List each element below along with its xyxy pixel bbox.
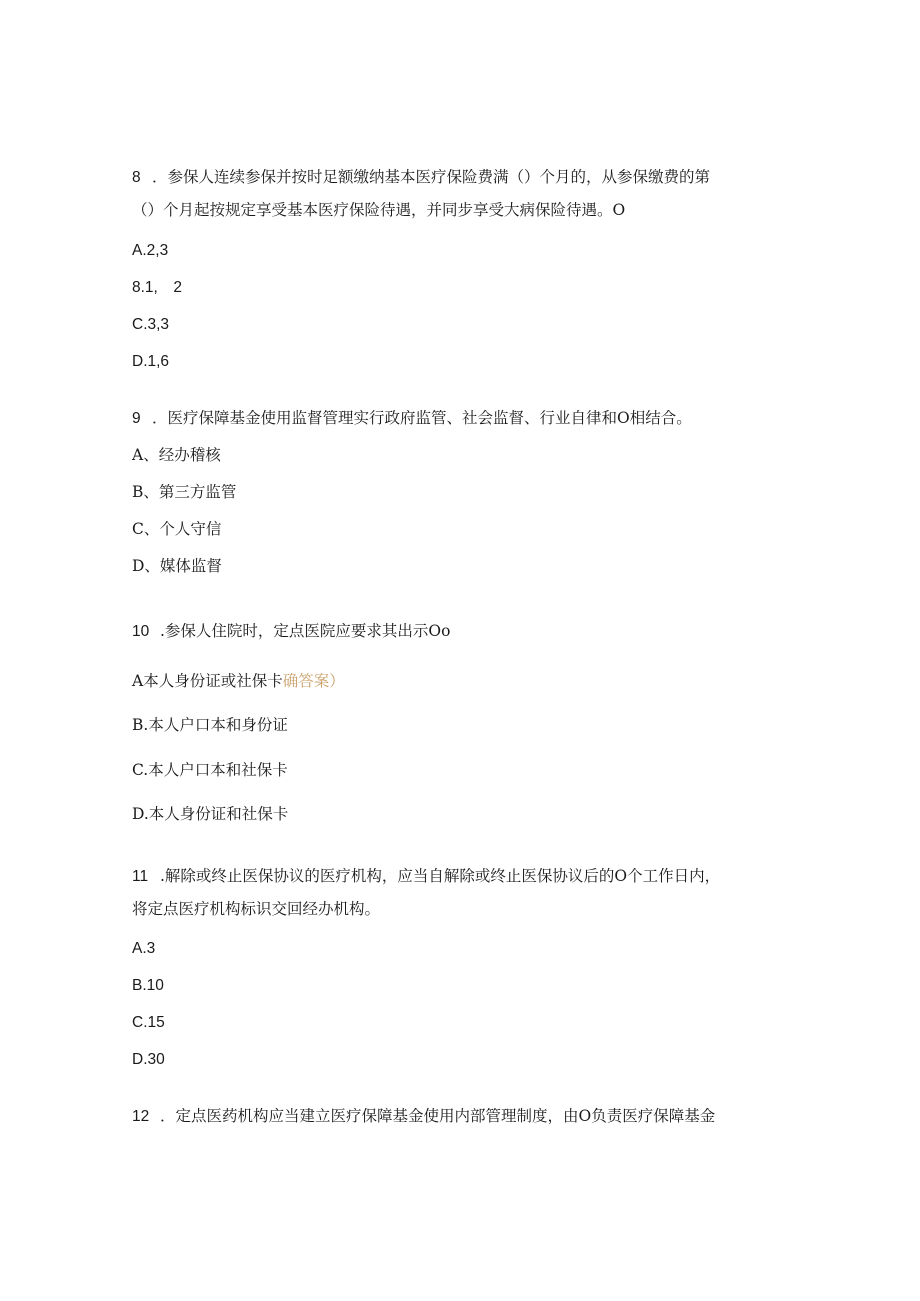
question-text: .解除或终止医保协议的医疗机构，应当自解除或终止医保协议后的O个工作日内， xyxy=(160,867,721,885)
question-number: 12 xyxy=(132,1108,150,1125)
question-8-line-1 xyxy=(132,167,710,188)
question-number: 10 xyxy=(132,623,150,640)
option-c: C.15 xyxy=(132,1014,165,1031)
question-text-continued: （）个月起按规定享受基本医疗保险待遇，并同步享受大病保险待遇。O xyxy=(132,201,626,219)
question-9-line-1 xyxy=(132,408,692,429)
option-b: 8.1, 2 xyxy=(132,279,182,296)
option-b: B.10 xyxy=(132,977,164,994)
option-c: C、个人守信 xyxy=(132,520,222,538)
option-b: B、第三方监管 xyxy=(132,483,237,501)
question-10-line-1 xyxy=(132,621,450,642)
option-d: D.30 xyxy=(132,1051,165,1068)
answer-marker: 确答案） xyxy=(282,672,345,690)
option-a: A.2,3 xyxy=(132,242,169,259)
question-text: ．医疗保障基金使用监督管理实行政府监管、社会监督、行业自律和O相结合。 xyxy=(152,409,692,427)
question-12-line-1 xyxy=(132,1106,715,1127)
question-number: 8 xyxy=(132,169,141,186)
option-a-text: A本人身份证或社保卡 xyxy=(132,672,283,690)
option-d: D、媒体监督 xyxy=(132,557,222,575)
option-c: C.本人户口本和社保卡 xyxy=(132,761,288,779)
option-a xyxy=(132,671,345,691)
question-text: .参保人住院时，定点医院应要求其出示Oo xyxy=(160,622,451,640)
option-d: D.本人身份证和社保卡 xyxy=(132,805,289,823)
option-d: D.1,6 xyxy=(132,353,170,370)
question-number: 11 xyxy=(132,868,149,885)
question-text-continued: 将定点医疗机构标识交回经办机构。 xyxy=(132,900,381,918)
question-text: ．参保人连续参保并按时足额缴纳基本医疗保险费满（）个月的，从参保缴费的第 xyxy=(152,168,711,186)
question-11-line-1 xyxy=(132,866,720,887)
question-11-line-2 xyxy=(132,899,380,919)
question-number: 9 xyxy=(132,410,141,427)
option-a: A.3 xyxy=(132,940,156,957)
option-c: C.3,3 xyxy=(132,316,170,333)
option-a: A、经办稽核 xyxy=(132,446,221,464)
question-8-line-2 xyxy=(132,200,625,220)
question-text: ．定点医药机构应当建立医疗保障基金使用内部管理制度，由O负责医疗保障基金 xyxy=(160,1107,716,1125)
option-b: B.本人户口本和身份证 xyxy=(132,716,288,734)
